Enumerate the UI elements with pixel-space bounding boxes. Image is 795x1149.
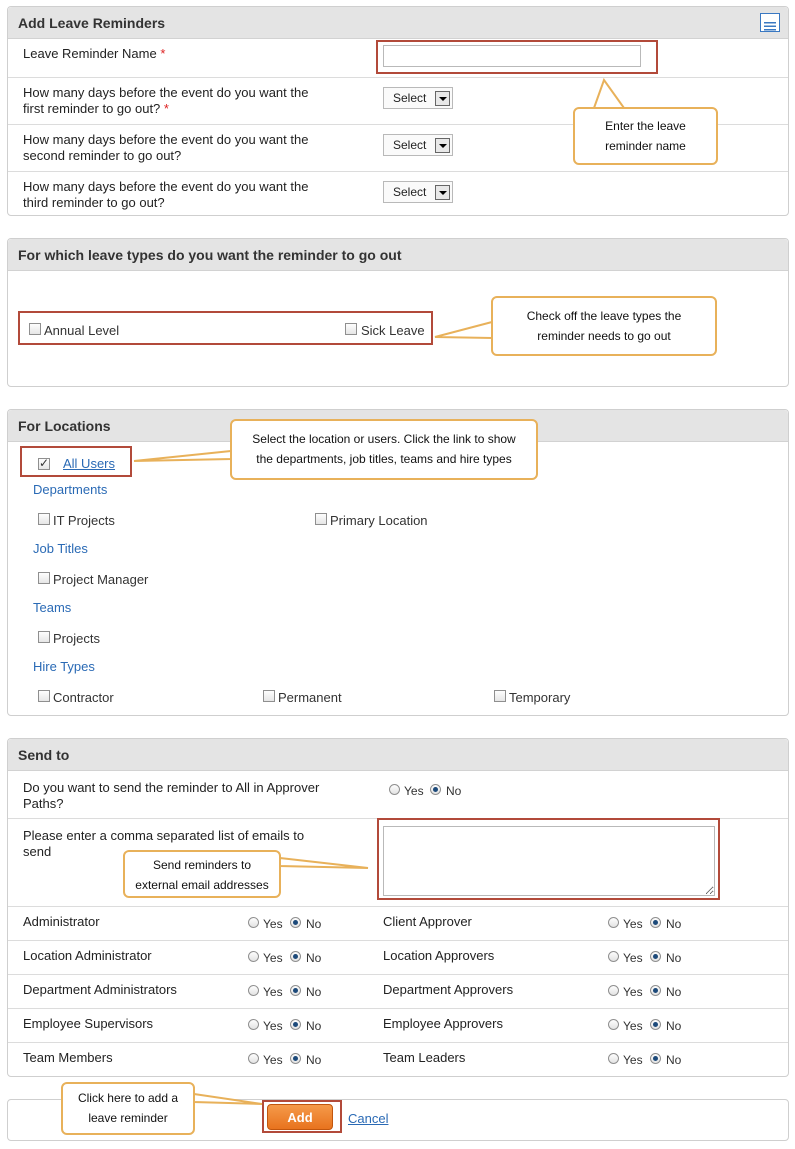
all-users-link[interactable]: All Users bbox=[63, 456, 116, 471]
add-callout: Click here to add a leave reminder bbox=[61, 1082, 195, 1135]
locations-callout: Select the location or users. Click the link to show the departments, job titles, teams and hire types bbox=[230, 419, 538, 480]
role-left-no-radio[interactable] bbox=[290, 917, 301, 928]
yes-label: Yes bbox=[263, 917, 283, 931]
contractor-label: Contractor bbox=[53, 690, 114, 705]
leave-types-highlight-box bbox=[18, 311, 433, 345]
yes-label: Yes bbox=[623, 951, 643, 965]
role-left-label: Department Administrators bbox=[23, 982, 177, 997]
emails-label-line1: Please enter a comma separated list of emails to bbox=[23, 828, 305, 843]
name-callout: Enter the leave reminder name bbox=[573, 107, 718, 165]
role-left-label: Employee Supervisors bbox=[23, 1016, 154, 1031]
role-row bbox=[8, 974, 788, 1008]
role-left-label: Administrator bbox=[23, 914, 100, 929]
role-left-yes-radio[interactable] bbox=[248, 985, 259, 996]
role-right-label: Client Approver bbox=[383, 914, 472, 929]
role-left-label: Team Members bbox=[23, 1050, 113, 1065]
role-right-yes-radio[interactable] bbox=[608, 1019, 619, 1030]
role-row bbox=[8, 940, 788, 974]
third-reminder-label-line1: How many days before the event do you want the bbox=[23, 179, 309, 194]
permanent-label: Permanent bbox=[278, 690, 342, 705]
all-users-highlight-box bbox=[20, 446, 132, 477]
approver-paths-label-line2: Paths? bbox=[23, 796, 64, 811]
temporary-label: Temporary bbox=[509, 690, 571, 705]
panel-title: Send to bbox=[8, 739, 788, 771]
yes-label: Yes bbox=[623, 917, 643, 931]
required-mark: * bbox=[160, 46, 166, 61]
no-label: No bbox=[306, 985, 322, 999]
add-button[interactable]: Add bbox=[267, 1104, 333, 1130]
third-reminder-row bbox=[8, 171, 788, 217]
role-left-no-radio[interactable] bbox=[290, 1053, 301, 1064]
approver-paths-no-radio[interactable] bbox=[430, 784, 441, 795]
emails-highlight-box bbox=[377, 818, 720, 900]
role-right-no-radio[interactable] bbox=[650, 1019, 661, 1030]
chevron-down-icon[interactable] bbox=[435, 138, 450, 153]
chevron-down-icon[interactable] bbox=[435, 185, 450, 200]
job-titles-link[interactable]: Job Titles bbox=[33, 541, 88, 556]
hire-types-link[interactable]: Hire Types bbox=[33, 659, 95, 674]
role-right-yes-radio[interactable] bbox=[608, 951, 619, 962]
projects-checkbox[interactable] bbox=[38, 631, 50, 643]
approver-paths-yes-radio[interactable] bbox=[389, 784, 400, 795]
sick-leave-label: Sick Leave bbox=[361, 323, 425, 338]
no-label: No bbox=[306, 917, 322, 931]
role-right-label: Employee Approvers bbox=[383, 1016, 503, 1031]
primary-location-label: Primary Location bbox=[330, 513, 428, 528]
yes-label: Yes bbox=[623, 1053, 643, 1067]
role-left-yes-radio[interactable] bbox=[248, 917, 259, 928]
role-right-yes-radio[interactable] bbox=[608, 917, 619, 928]
projects-label: Projects bbox=[53, 631, 100, 646]
panel-title: For which leave types do you want the reminder to go out bbox=[8, 239, 788, 271]
permanent-checkbox[interactable] bbox=[263, 690, 275, 702]
yes-label: Yes bbox=[263, 1019, 283, 1033]
role-row bbox=[8, 1042, 788, 1076]
role-right-label: Department Approvers bbox=[383, 982, 514, 997]
role-right-no-radio[interactable] bbox=[650, 985, 661, 996]
no-label: No bbox=[666, 985, 682, 999]
role-left-yes-radio[interactable] bbox=[248, 1019, 259, 1030]
yes-label: Yes bbox=[263, 951, 283, 965]
role-left-no-radio[interactable] bbox=[290, 1019, 301, 1030]
role-right-no-radio[interactable] bbox=[650, 1053, 661, 1064]
third-reminder-label-line2: third reminder to go out? bbox=[23, 195, 165, 210]
annual-level-label: Annual Level bbox=[44, 323, 120, 338]
list-view-icon[interactable] bbox=[760, 13, 780, 32]
role-right-yes-radio[interactable] bbox=[608, 985, 619, 996]
chevron-down-icon[interactable] bbox=[435, 91, 450, 106]
project-manager-checkbox[interactable] bbox=[38, 572, 50, 584]
reminder-name-label: Leave Reminder Name bbox=[23, 46, 157, 61]
first-reminder-select[interactable]: Select bbox=[383, 87, 453, 109]
temporary-checkbox[interactable] bbox=[494, 690, 506, 702]
second-reminder-label-line2: second reminder to go out? bbox=[23, 148, 182, 163]
third-reminder-select[interactable]: Select bbox=[383, 181, 453, 203]
role-right-no-radio[interactable] bbox=[650, 951, 661, 962]
role-left-yes-radio[interactable] bbox=[248, 951, 259, 962]
role-right-label: Team Leaders bbox=[383, 1050, 466, 1065]
yes-label: Yes bbox=[263, 985, 283, 999]
panel-title: For Locations bbox=[8, 410, 788, 442]
yes-label: Yes bbox=[404, 784, 424, 798]
required-mark: * bbox=[163, 101, 169, 116]
it-projects-checkbox[interactable] bbox=[38, 513, 50, 525]
approver-paths-row bbox=[8, 771, 788, 818]
add-highlight-box bbox=[262, 1100, 342, 1133]
role-left-yes-radio[interactable] bbox=[248, 1053, 259, 1064]
first-reminder-label-line2: first reminder to go out? bbox=[23, 101, 161, 116]
role-right-yes-radio[interactable] bbox=[608, 1053, 619, 1064]
no-label: No bbox=[666, 1053, 682, 1067]
no-label: No bbox=[306, 951, 322, 965]
leave-types-callout: Check off the leave types the reminder needs to go out bbox=[491, 296, 717, 356]
role-right-label: Location Approvers bbox=[383, 948, 495, 963]
first-reminder-label-line1: How many days before the event do you want the bbox=[23, 85, 309, 100]
no-label: No bbox=[446, 784, 462, 798]
role-left-no-radio[interactable] bbox=[290, 985, 301, 996]
role-left-label: Location Administrator bbox=[23, 948, 152, 963]
yes-label: Yes bbox=[623, 1019, 643, 1033]
name-highlight-box bbox=[376, 40, 658, 74]
no-label: No bbox=[306, 1053, 322, 1067]
no-label: No bbox=[666, 917, 682, 931]
yes-label: Yes bbox=[623, 985, 643, 999]
no-label: No bbox=[306, 1019, 322, 1033]
contractor-checkbox[interactable] bbox=[38, 690, 50, 702]
no-label: No bbox=[666, 1019, 682, 1033]
role-left-no-radio[interactable] bbox=[290, 951, 301, 962]
yes-label: Yes bbox=[263, 1053, 283, 1067]
send-to-panel bbox=[7, 738, 789, 1077]
panel-title: Add Leave Reminders bbox=[8, 7, 788, 39]
second-reminder-label-line1: How many days before the event do you want the bbox=[23, 132, 309, 147]
teams-link[interactable]: Teams bbox=[33, 600, 72, 615]
email-callout: Send reminders to external email addresses bbox=[123, 850, 281, 898]
emails-label-line2: send bbox=[23, 844, 52, 859]
primary-location-checkbox[interactable] bbox=[315, 513, 327, 525]
role-row bbox=[8, 1008, 788, 1042]
role-right-no-radio[interactable] bbox=[650, 917, 661, 928]
no-label: No bbox=[666, 951, 682, 965]
project-manager-label: Project Manager bbox=[53, 572, 149, 587]
role-row bbox=[8, 906, 788, 940]
cancel-link[interactable]: Cancel bbox=[348, 1111, 389, 1126]
departments-link[interactable]: Departments bbox=[33, 482, 108, 497]
second-reminder-select[interactable]: Select bbox=[383, 134, 453, 156]
approver-paths-label-line1: Do you want to send the reminder to All in Approver bbox=[23, 780, 320, 795]
it-projects-label: IT Projects bbox=[53, 513, 115, 528]
